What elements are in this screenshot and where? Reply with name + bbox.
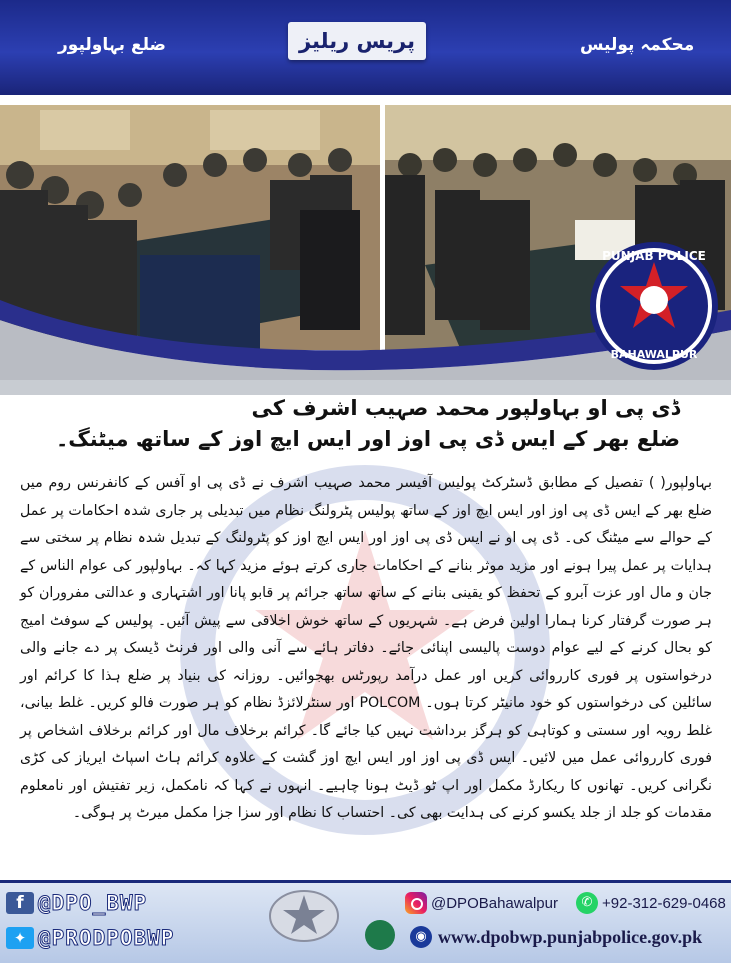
punjab-police-badge-icon: [588, 240, 720, 372]
press-release-title: پریس ریلیز: [288, 22, 426, 60]
badge-bottom-text: BAHAWALPUR: [610, 348, 698, 361]
department-title: محکمہ پولیس: [580, 35, 695, 55]
headline: [55, 393, 680, 455]
whatsapp-link[interactable]: [576, 892, 726, 914]
header-banner: [0, 0, 731, 95]
twitter-handle: @PRODPOBWP: [38, 926, 175, 950]
whatsapp-icon: ✆: [576, 892, 598, 914]
website-link[interactable]: [410, 926, 702, 948]
secondary-logo-icon: [365, 920, 395, 950]
twitter-icon: ✦: [6, 927, 34, 949]
facebook-icon: f: [6, 892, 34, 914]
district-title: ضلع بہاولپور: [58, 35, 166, 55]
headline-line-2: ضلع بھر کے ایس ڈی پی اوز اور ایس ایچ اوز کے ساتھ میٹنگ۔: [55, 427, 680, 451]
facebook-handle: @DPO_BWP: [38, 891, 148, 915]
instagram-link[interactable]: [405, 892, 558, 914]
footer: [0, 880, 731, 963]
badge-top-text: PUNJAB POLICE: [602, 249, 706, 263]
facebook-link[interactable]: [6, 891, 147, 915]
globe-icon: ◉: [410, 926, 432, 948]
instagram-icon: [405, 892, 427, 914]
headline-line-1: ڈی پی او بہاولپور محمد صہیب اشرف کی: [251, 396, 680, 420]
whatsapp-number: +92-312-629-0468: [602, 894, 726, 912]
website-url: www.dpobwp.punjabpolice.gov.pk: [438, 926, 703, 947]
twitter-link[interactable]: [6, 926, 174, 950]
article-body: بہاولپور( ) تفصیل کے مطابق ڈسٹرکٹ پولیس آفیسر محمد صہیب اشرف نے ڈی پی او آفس کے کانفرنس روم میں ضلع بھر کے ایس ڈی پی اوز اور ایس ایچ اوز کے ساتھ پولیس پٹرولنگ نظام میں تبدیلی پر جاری شدہ احکامات پر عمل کے حوالے سے میٹنگ کی۔ ڈی پی او نے ایس ڈی پی اوز اور ایس ایچ اوز کو پٹرولنگ کے تبدیل شدہ نظام پر سختی سے ہدایات پر عمل پیرا ہونے اور مزید موثر بنانے کے احکامات جاری کرتے ہوئے مزید کہا کہ۔ بہاولپور کی عوام الناس کے جان و مال اور عزت آبرو کے تحفظ کو یقینی بنانے کے ساتھ ساتھ جرائم پر قابو پانا اور اشتہاری و عدالتی مفروران کو ہر صورت گرفتار کرنا ہمارا اولین فرض ہے۔ شہریوں کے ساتھ خوش اخلاقی سے پیش آئیں۔ پولیس کے سوفٹ امیج کو بحال کرنے کے لیے عوام دوست پالیسی اپنائی جائے۔ دفاتر ہائے سے آنی والی اور فرنٹ ڈیسک پر دے جانے والی درخواستوں پر فوری کارروائی کریں اور عمل درآمد رپورٹس بھجوائیں۔ روزانہ کی بنیاد پر ضلع ہذا کا کرائم اور سائلین کی درخواستوں کو خود مانیٹر کرتا ہوں۔ POLCOM اور سنٹرلائزڈ نظام کو ہر صورت فالو کریں۔ غلط بیانی، غلط رویہ اور سستی و کوتاہی کو ہرگز برداشت نہیں کیا جائے گا۔ کرائم برخلاف مال اور کرائم برخلاف اشخاص پر فوری کارروائی عمل میں لائیں۔ ایس ڈی پی اوز اور ایس ایچ اوز گشت کے علاوہ کرائم ہاٹ اسپاٹ ایریاز کی کڑی نگرانی کریں۔ تھانوں کا ریکارڈ مکمل اور اپ ٹو ڈیٹ ہونا چاہیے۔ انہوں نے کہا کہ نامکمل، زیر تفتیش اور نامعلوم مقدمات کو جلد از جلد یکسو کرنے کی ہدایت بھی کی۔ احتساب کا نظام اور سزا جزا مکمل میرٹ پر ہوگی۔: [20, 475, 712, 821]
instagram-handle: @DPOBahawalpur: [431, 894, 558, 912]
police-emblem-icon: [268, 889, 340, 943]
